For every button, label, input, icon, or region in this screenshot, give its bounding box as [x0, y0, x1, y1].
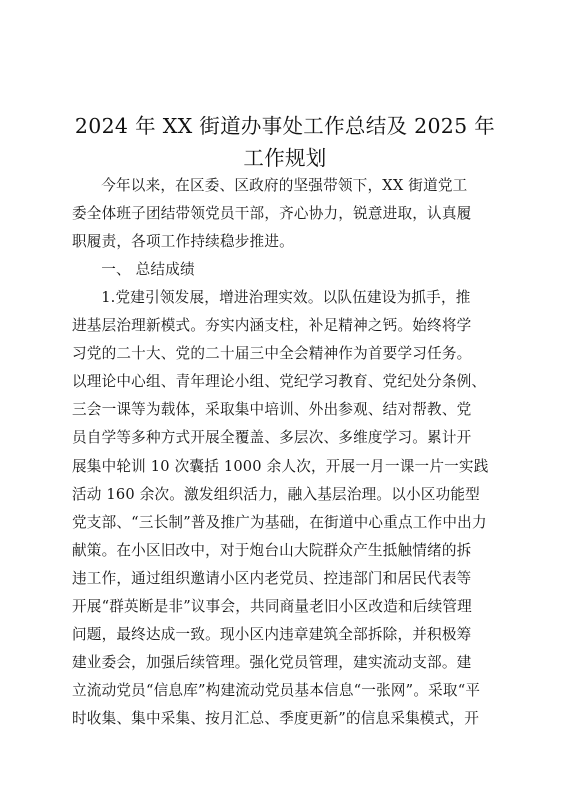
body-line: 建业委会，加强后续管理。强化党员管理，建实流动支部。建: [72, 654, 472, 672]
body-paragraph: [72, 284, 498, 734]
body-line: 习党的二十大、党的二十届三中全会精神作为首要学习任务。: [72, 345, 472, 363]
body-line: 开展“群英断是非”议事会，共同商量老旧小区改造和后续管理: [72, 598, 472, 616]
document-title-line-2: 工作规划: [243, 146, 327, 170]
section-heading: [72, 256, 498, 284]
body-line: 以理论中心组、青年理论小组、党纪学习教育、党纪处分条例、: [72, 373, 487, 391]
body-line: 违工作，通过组织邀请小区内老党员、控违部门和居民代表等: [72, 569, 472, 587]
document-title-line-1: 2024 年 XX 街道办事处工作总结及 2025 年: [74, 114, 496, 138]
section-heading-text: 一、 总结成绩: [101, 261, 195, 278]
intro-line: 职履责，各项工作持续稳步推进。: [72, 233, 294, 251]
body-line: 献策。在小区旧改中，对于炮台山大院群众产生抵触情绪的拆: [72, 541, 472, 559]
body-line: 员自学等多种方式开展全覆盖、多层次、多维度学习。累计开: [72, 429, 472, 447]
intro-line: 委全体班子团结带领党员干部，齐心协力，锐意进取，认真履: [72, 205, 472, 223]
body-line: 问题，最终达成一致。现小区内违章建筑全部拆除，并积极筹: [72, 626, 472, 644]
body-line: 进基层治理新模式。夯实内涵支柱，补足精神之钙。始终将学: [72, 317, 472, 335]
body-line: 立流动党员“信息库”构建流动党员基本信息“一张网”。采取“平: [72, 682, 481, 700]
body-line: 时收集、集中采集、按月汇总、季度更新”的信息采集模式，开: [72, 710, 480, 728]
body-line: 三会一课等为载体，采取集中培训、外出参观、结对帮教、党: [72, 401, 472, 419]
intro-line: 今年以来，在区委、区政府的坚强带领下，XX 街道党工: [101, 177, 468, 194]
body-line: 活动 160 余次。激发组织活力，融入基层治理。以小区功能型: [72, 485, 480, 503]
intro-paragraph: [72, 172, 498, 256]
body-line: 1.党建引领发展，增进治理实效。以队伍建设为抓手，推: [101, 289, 471, 306]
body-line: 党支部、“三长制”普及推广为基础，在街道中心重点工作中出力: [72, 513, 487, 531]
body-line: 展集中轮训 10 次囊括 1000 余人次，开展一月一课一片一实践: [72, 457, 489, 475]
